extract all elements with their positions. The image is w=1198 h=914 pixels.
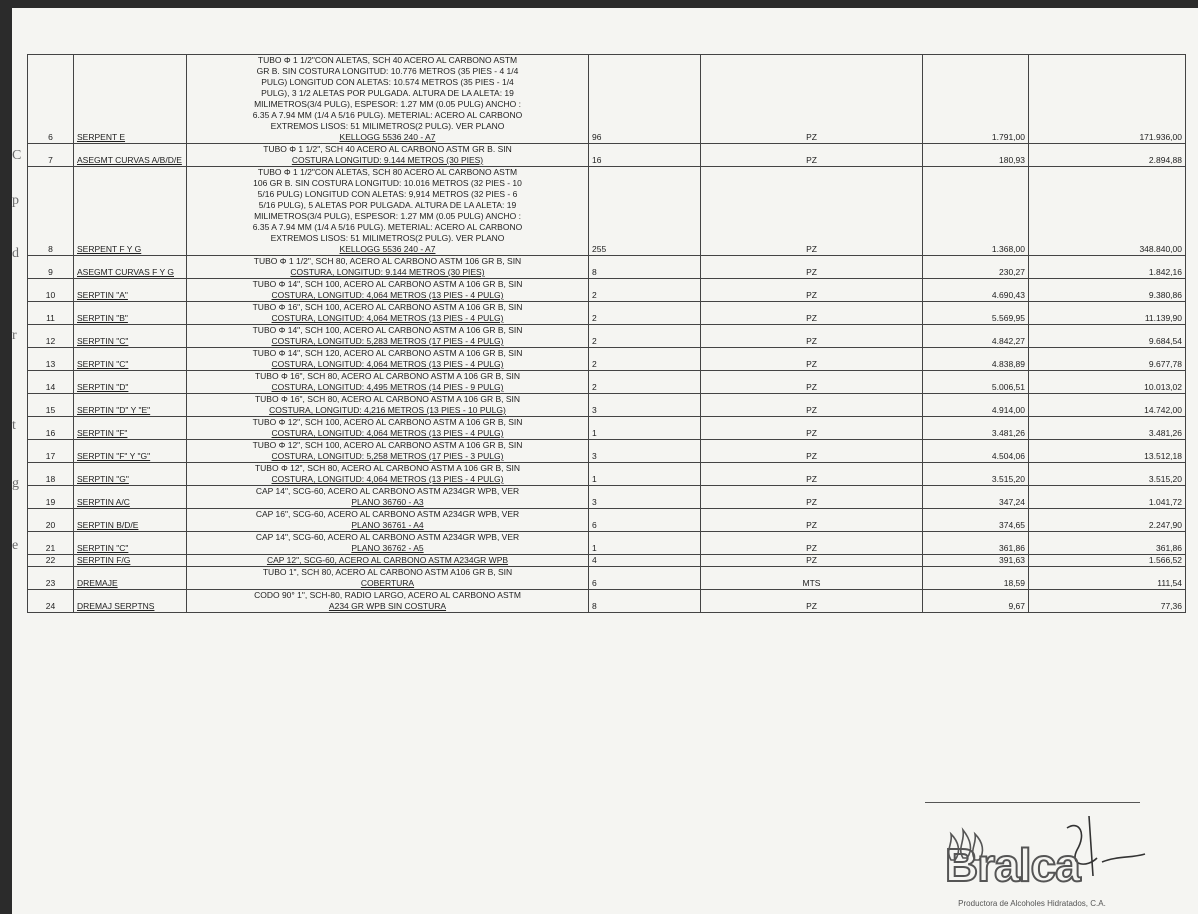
table-row bbox=[28, 417, 1186, 440]
item-description bbox=[187, 509, 589, 532]
item-description-line: COSTURA, LONGITUD: 4,064 METROS (13 PIES - 4 PULG) bbox=[271, 474, 504, 484]
item-description-line: CODO 90° 1", SCH-80, RADIO LARGO, ACERO AL CARBONO ASTM bbox=[254, 590, 521, 600]
item-description-line: TUBO 1", SCH 80, ACERO AL CARBONO ASTM A106 GR B, SIN bbox=[262, 567, 513, 577]
item-total: 13.512,18 bbox=[1029, 440, 1186, 463]
item-unit-price: 5.006,51 bbox=[923, 371, 1029, 394]
table-row bbox=[28, 279, 1186, 302]
item-description-line: COSTURA, LONGITUD: 5,283 METROS (17 PIES - 4 PULG) bbox=[271, 336, 504, 346]
item-description bbox=[187, 302, 589, 325]
item-quantity: 3 bbox=[589, 394, 701, 417]
item-name: SERPTIN "D" Y "E" bbox=[74, 394, 187, 417]
item-number: 9 bbox=[28, 256, 74, 279]
item-description bbox=[187, 532, 589, 555]
item-total: 2.247,90 bbox=[1029, 509, 1186, 532]
item-description-line: TUBO Φ 1 1/2"CON ALETAS, SCH 40 ACERO AL CARBONO ASTM bbox=[257, 55, 518, 65]
item-description-line: COSTURA, LONGITUD: 9.144 METROS (30 PIES) bbox=[290, 267, 485, 277]
item-description-line: MILIMETROS(3/4 PULG), ESPESOR: 1.27 MM (0.05 PULG) ANCHO : bbox=[254, 211, 521, 221]
item-total: 361,86 bbox=[1029, 532, 1186, 555]
item-description-line: 6.35 A 7.94 MM (1/4 A 5/16 PULG). METERIAL: ACERO AL CARBONO bbox=[252, 222, 523, 232]
item-quantity: 16 bbox=[589, 144, 701, 167]
item-description-line: TUBO Φ 12", SCH 100, ACERO AL CARBONO ASTM A 106 GR B, SIN bbox=[252, 440, 523, 450]
item-name: SERPTIN "A" bbox=[74, 279, 187, 302]
item-description-line: COSTURA, LONGITUD: 4,064 METROS (13 PIES - 4 PULG) bbox=[271, 428, 504, 438]
item-unit: PZ bbox=[701, 325, 923, 348]
company-logo-text: Bralca bbox=[945, 839, 1080, 891]
item-unit-price: 4.842,27 bbox=[923, 325, 1029, 348]
item-number: 16 bbox=[28, 417, 74, 440]
item-unit: PZ bbox=[701, 509, 923, 532]
item-quantity: 255 bbox=[589, 167, 701, 256]
item-description bbox=[187, 463, 589, 486]
item-number: 18 bbox=[28, 463, 74, 486]
item-quantity: 4 bbox=[589, 555, 701, 567]
left-margin-bleed-marks: C p d r t g e bbox=[12, 148, 22, 553]
table-row bbox=[28, 371, 1186, 394]
item-unit: MTS bbox=[701, 567, 923, 590]
item-unit-price: 9,67 bbox=[923, 590, 1029, 613]
item-description-line: TUBO Φ 12", SCH 100, ACERO AL CARBONO ASTM A 106 GR B, SIN bbox=[252, 417, 523, 427]
item-number: 11 bbox=[28, 302, 74, 325]
item-unit: PZ bbox=[701, 302, 923, 325]
table-row bbox=[28, 394, 1186, 417]
table-row bbox=[28, 509, 1186, 532]
item-description-line: EXTREMOS LISOS: 51 MILIMETROS(2 PULG). VER PLANO bbox=[270, 233, 505, 243]
item-total: 9.684,54 bbox=[1029, 325, 1186, 348]
item-description-line: GR B. SIN COSTURA LONGITUD: 10.776 METROS (35 PIES - 4 1/4 bbox=[256, 66, 519, 76]
table-row bbox=[28, 348, 1186, 371]
item-description bbox=[187, 555, 589, 567]
item-total: 9.677,78 bbox=[1029, 348, 1186, 371]
table-row bbox=[28, 486, 1186, 509]
item-name: SERPENT E bbox=[74, 55, 187, 144]
item-description-line: PULG), 3 1/2 ALETAS POR PULGADA. ALTURA DE LA ALETA: 19 bbox=[261, 88, 514, 98]
item-description bbox=[187, 279, 589, 302]
item-description-line: 106 GR B. SIN COSTURA LONGITUD: 10.016 METROS (32 PIES - 10 bbox=[253, 178, 522, 188]
item-description-line: KELLOGG 5536 240 - A7 bbox=[339, 132, 436, 142]
item-unit-price: 18,59 bbox=[923, 567, 1029, 590]
item-description-line: COSTURA, LONGITUD: 4,064 METROS (13 PIES - 4 PULG) bbox=[271, 313, 504, 323]
item-unit-price: 4.914,00 bbox=[923, 394, 1029, 417]
item-description bbox=[187, 325, 589, 348]
item-unit: PZ bbox=[701, 394, 923, 417]
item-unit: PZ bbox=[701, 463, 923, 486]
item-name: DREMAJ SERPTNS bbox=[74, 590, 187, 613]
item-description bbox=[187, 394, 589, 417]
item-quantity: 8 bbox=[589, 256, 701, 279]
item-total: 2.894,88 bbox=[1029, 144, 1186, 167]
item-quantity: 1 bbox=[589, 417, 701, 440]
item-unit-price: 5.569,95 bbox=[923, 302, 1029, 325]
item-total: 111,54 bbox=[1029, 567, 1186, 590]
item-number: 10 bbox=[28, 279, 74, 302]
item-quantity: 2 bbox=[589, 325, 701, 348]
item-unit: PZ bbox=[701, 555, 923, 567]
item-description-line: COBERTURA bbox=[360, 578, 415, 588]
item-number: 13 bbox=[28, 348, 74, 371]
table-row bbox=[28, 167, 1186, 256]
table-row bbox=[28, 256, 1186, 279]
item-unit: PZ bbox=[701, 256, 923, 279]
item-description-line: A234 GR WPB SIN COSTURA bbox=[328, 601, 447, 611]
item-total: 1.566,52 bbox=[1029, 555, 1186, 567]
item-quantity: 3 bbox=[589, 440, 701, 463]
item-unit: PZ bbox=[701, 440, 923, 463]
item-unit-price: 4.690,43 bbox=[923, 279, 1029, 302]
item-total: 1.041,72 bbox=[1029, 486, 1186, 509]
item-unit: PZ bbox=[701, 55, 923, 144]
item-unit: PZ bbox=[701, 486, 923, 509]
item-unit: PZ bbox=[701, 144, 923, 167]
item-unit-price: 361,86 bbox=[923, 532, 1029, 555]
item-quantity: 1 bbox=[589, 463, 701, 486]
item-total: 14.742,00 bbox=[1029, 394, 1186, 417]
item-total: 3.515,20 bbox=[1029, 463, 1186, 486]
item-description-line: CAP 16", SCG-60, ACERO AL CARBONO ASTM A234GR WPB, VER bbox=[255, 509, 520, 519]
table-row bbox=[28, 532, 1186, 555]
item-unit-price: 374,65 bbox=[923, 509, 1029, 532]
table-row bbox=[28, 325, 1186, 348]
item-total: 11.139,90 bbox=[1029, 302, 1186, 325]
item-number: 17 bbox=[28, 440, 74, 463]
item-name: SERPTIN "F" Y "G" bbox=[74, 440, 187, 463]
item-quantity: 2 bbox=[589, 348, 701, 371]
item-number: 7 bbox=[28, 144, 74, 167]
item-description-line: PLANO 36762 - A5 bbox=[351, 543, 424, 553]
item-unit-price: 3.515,20 bbox=[923, 463, 1029, 486]
item-quantity: 2 bbox=[589, 302, 701, 325]
item-unit-price: 347,24 bbox=[923, 486, 1029, 509]
item-total: 77,36 bbox=[1029, 590, 1186, 613]
table-row bbox=[28, 567, 1186, 590]
item-number: 19 bbox=[28, 486, 74, 509]
item-quantity: 1 bbox=[589, 532, 701, 555]
item-name: SERPTIN B/D/E bbox=[74, 509, 187, 532]
item-description bbox=[187, 417, 589, 440]
item-description-line: TUBO Φ 16", SCH 80, ACERO AL CARBONO ASTM A 106 GR B, SIN bbox=[254, 394, 521, 404]
item-name: ASEGMT CURVAS F Y G bbox=[74, 256, 187, 279]
item-description-line: COSTURA LONGITUD: 9.144 METROS (30 PIES) bbox=[291, 155, 484, 165]
item-number: 24 bbox=[28, 590, 74, 613]
item-description-line: TUBO Φ 1 1/2"CON ALETAS, SCH 80 ACERO AL CARBONO ASTM bbox=[257, 167, 518, 177]
item-description-line: PLANO 36760 - A3 bbox=[351, 497, 424, 507]
item-quantity: 6 bbox=[589, 567, 701, 590]
item-unit: PZ bbox=[701, 167, 923, 256]
item-description-line: COSTURA, LONGITUD: 4,216 METROS (13 PIES - 10 PULG) bbox=[269, 405, 506, 415]
item-name: SERPENT F Y G bbox=[74, 167, 187, 256]
item-description-line: TUBO Φ 14", SCH 100, ACERO AL CARBONO ASTM A 106 GR B, SIN bbox=[252, 279, 523, 289]
company-name: Productora de Alcoholes Hidratados, C.A. bbox=[958, 899, 1106, 908]
item-total: 348.840,00 bbox=[1029, 167, 1186, 256]
item-name: SERPTIN "D" bbox=[74, 371, 187, 394]
item-quantity: 2 bbox=[589, 279, 701, 302]
item-unit-price: 391,63 bbox=[923, 555, 1029, 567]
item-number: 15 bbox=[28, 394, 74, 417]
item-name: ASEGMT CURVAS A/B/D/E bbox=[74, 144, 187, 167]
item-description-line: TUBO Φ 1 1/2", SCH 80, ACERO AL CARBONO ASTM 106 GR B, SIN bbox=[253, 256, 522, 266]
item-description-line: CAP 14", SCG-60, ACERO AL CARBONO ASTM A234GR WPB, VER bbox=[255, 486, 520, 496]
item-number: 6 bbox=[28, 55, 74, 144]
item-unit: PZ bbox=[701, 348, 923, 371]
item-description-line: TUBO Φ 12", SCH 80, ACERO AL CARBONO ASTM A 106 GR B, SIN bbox=[254, 463, 521, 473]
item-description-line: TUBO Φ 16", SCH 80, ACERO AL CARBONO ASTM A 106 GR B, SIN bbox=[254, 371, 521, 381]
item-quantity: 3 bbox=[589, 486, 701, 509]
item-description-line: 5/16 PULG), 5 ALETAS POR PULGADA. ALTURA DE LA ALETA: 19 bbox=[258, 200, 517, 210]
item-number: 23 bbox=[28, 567, 74, 590]
item-total: 3.481,26 bbox=[1029, 417, 1186, 440]
table-row bbox=[28, 144, 1186, 167]
table-row bbox=[28, 463, 1186, 486]
item-description bbox=[187, 371, 589, 394]
item-name: SERPTIN "G" bbox=[74, 463, 187, 486]
item-unit: PZ bbox=[701, 590, 923, 613]
item-description-line: KELLOGG 5536 240 - A7 bbox=[339, 244, 436, 254]
table-row bbox=[28, 590, 1186, 613]
item-name: SERPTIN F/G bbox=[74, 555, 187, 567]
item-description-line: TUBO Φ 14", SCH 100, ACERO AL CARBONO ASTM A 106 GR B, SIN bbox=[252, 325, 523, 335]
item-description-line: MILIMETROS(3/4 PULG), ESPESOR: 1.27 MM (0.05 PULG) ANCHO : bbox=[254, 99, 521, 109]
item-unit-price: 230,27 bbox=[923, 256, 1029, 279]
item-description bbox=[187, 590, 589, 613]
item-description bbox=[187, 55, 589, 144]
table-row bbox=[28, 302, 1186, 325]
items-table-body bbox=[28, 55, 1186, 613]
item-description-line: COSTURA, LONGITUD: 4,064 METROS (13 PIES - 4 PULG) bbox=[271, 359, 504, 369]
item-description bbox=[187, 144, 589, 167]
item-description bbox=[187, 256, 589, 279]
item-number: 22 bbox=[28, 555, 74, 567]
item-unit-price: 4.504,06 bbox=[923, 440, 1029, 463]
item-quantity: 6 bbox=[589, 509, 701, 532]
table-row bbox=[28, 440, 1186, 463]
item-name: SERPTIN "C" bbox=[74, 325, 187, 348]
item-description-line: TUBO Φ 14", SCH 120, ACERO AL CARBONO ASTM A 106 GR B, SIN bbox=[252, 348, 523, 358]
item-description-line: EXTREMOS LISOS: 51 MILIMETROS(2 PULG). VER PLANO bbox=[270, 121, 505, 131]
items-table bbox=[27, 54, 1186, 613]
item-number: 21 bbox=[28, 532, 74, 555]
item-name: SERPTIN "F" bbox=[74, 417, 187, 440]
item-number: 20 bbox=[28, 509, 74, 532]
item-name: SERPTIN A/C bbox=[74, 486, 187, 509]
item-description-line: 5/16 PULG) LONGITUD CON ALETAS: 9,914 METROS (32 PIES - 6 bbox=[257, 189, 518, 199]
signature-block bbox=[917, 798, 1147, 913]
item-quantity: 96 bbox=[589, 55, 701, 144]
item-description bbox=[187, 440, 589, 463]
item-description bbox=[187, 167, 589, 256]
item-unit-price: 4.838,89 bbox=[923, 348, 1029, 371]
table-row bbox=[28, 555, 1186, 567]
item-description-line: CAP 14", SCG-60, ACERO AL CARBONO ASTM A234GR WPB, VER bbox=[255, 532, 520, 542]
item-unit-price: 1.791,00 bbox=[923, 55, 1029, 144]
item-name: SERPTIN "C" bbox=[74, 348, 187, 371]
item-description-line: TUBO Φ 16", SCH 100, ACERO AL CARBONO ASTM A 106 GR B, SIN bbox=[252, 302, 523, 312]
table-row bbox=[28, 55, 1186, 144]
item-description-line: COSTURA, LONGITUD: 4,064 METROS (13 PIES - 4 PULG) bbox=[271, 290, 504, 300]
item-quantity: 2 bbox=[589, 371, 701, 394]
item-description-line: TUBO Φ 1 1/2", SCH 40 ACERO AL CARBONO ASTM GR B. SIN bbox=[263, 144, 512, 154]
item-total: 171.936,00 bbox=[1029, 55, 1186, 144]
item-total: 9.380,86 bbox=[1029, 279, 1186, 302]
item-description-line: 6.35 A 7.94 MM (1/4 A 5/16 PULG). METERIAL: ACERO AL CARBONO bbox=[252, 110, 523, 120]
item-description bbox=[187, 348, 589, 371]
item-description-line: COSTURA, LONGITUD: 4,495 METROS (14 PIES - 9 PULG) bbox=[271, 382, 504, 392]
item-total: 1.842,16 bbox=[1029, 256, 1186, 279]
item-description-line: COSTURA, LONGITUD: 5,258 METROS (17 PIES - 3 PULG) bbox=[271, 451, 504, 461]
item-name: DREMAJE bbox=[74, 567, 187, 590]
item-description bbox=[187, 567, 589, 590]
item-number: 8 bbox=[28, 167, 74, 256]
item-description bbox=[187, 486, 589, 509]
item-unit-price: 1.368,00 bbox=[923, 167, 1029, 256]
item-unit: PZ bbox=[701, 371, 923, 394]
item-description-line: PULG) LONGITUD CON ALETAS: 10.574 METROS (35 PIES - 1/4 bbox=[261, 77, 514, 87]
item-name: SERPTIN "C" bbox=[74, 532, 187, 555]
document-page bbox=[12, 8, 1198, 914]
item-name: SERPTIN "B" bbox=[74, 302, 187, 325]
item-unit-price: 3.481,26 bbox=[923, 417, 1029, 440]
item-description-line: CAP 12", SCG-60, ACERO AL CARBONO ASTM A234GR WPB bbox=[266, 555, 509, 565]
item-number: 14 bbox=[28, 371, 74, 394]
item-unit: PZ bbox=[701, 279, 923, 302]
item-unit: PZ bbox=[701, 417, 923, 440]
item-total: 10.013,02 bbox=[1029, 371, 1186, 394]
item-unit: PZ bbox=[701, 532, 923, 555]
item-unit-price: 180,93 bbox=[923, 144, 1029, 167]
item-quantity: 8 bbox=[589, 590, 701, 613]
item-number: 12 bbox=[28, 325, 74, 348]
item-description-line: PLANO 36761 - A4 bbox=[351, 520, 424, 530]
